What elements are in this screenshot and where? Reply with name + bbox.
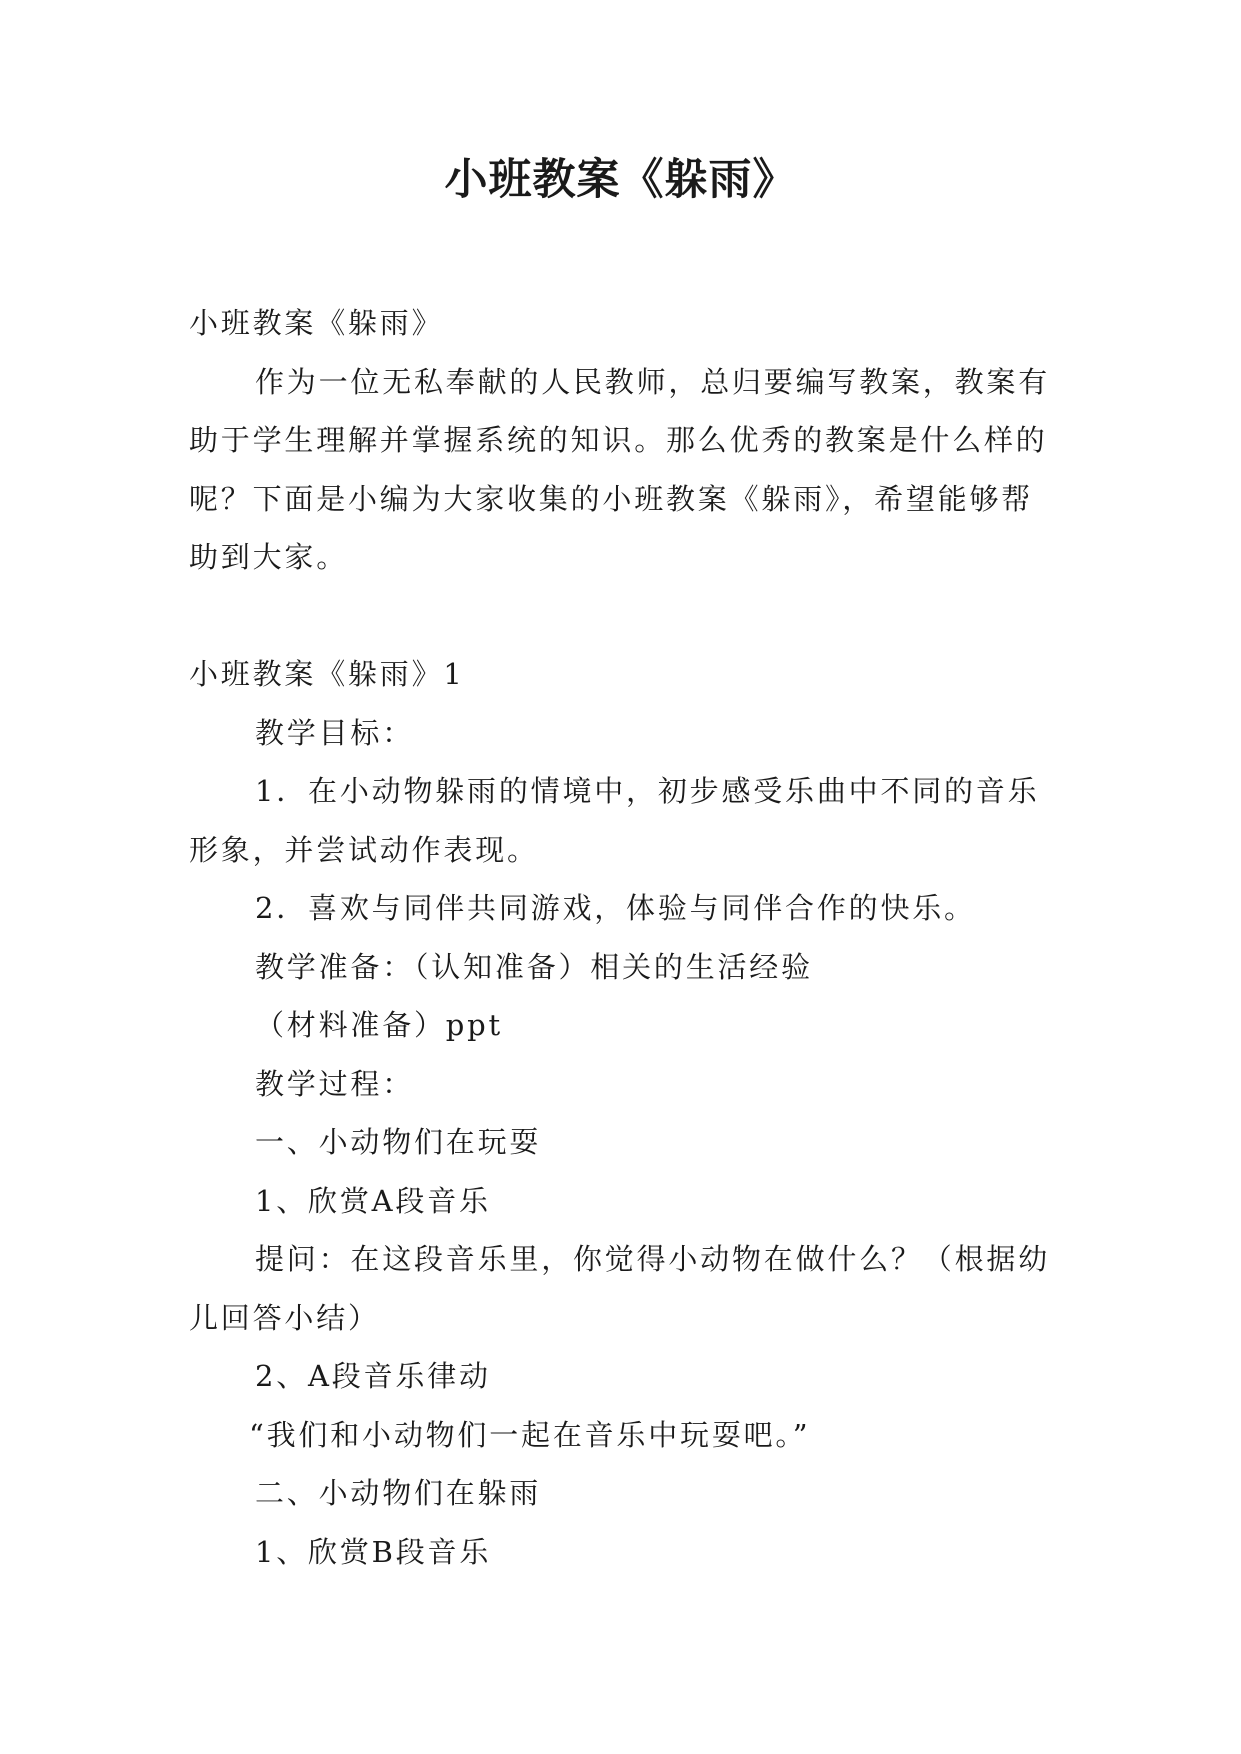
process-step: 1、欣赏A段音乐 (255, 1183, 491, 1218)
section-heading: 小班教案《躲雨》1 (189, 657, 465, 691)
subheading-teaching-process: 教学过程： (255, 1066, 415, 1101)
process-step: 2、A段音乐律动 (255, 1359, 491, 1393)
document-body (189, 294, 1053, 1581)
goal-item: 1．在小动物躲雨的情境中，初步感受乐曲中不同的音乐形象，并尝试动作表现。 (189, 774, 1040, 867)
goal-item: 2．喜欢与同伴共同游戏，体验与同伴合作的快乐。 (255, 891, 976, 925)
process-step-heading: 一、小动物们在玩耍 (255, 1125, 542, 1159)
document-title: 小班教案《躲雨》 (444, 155, 797, 205)
paragraph-spacer (189, 587, 1053, 646)
intro-paragraph: 作为一位无私奉献的人民教师，总归要编写教案，教案有助于学生理解并掌握系统的知识。那么优秀的教案是什么样的呢？下面是小编为大家收集的小班教案《躲雨》，希望能够帮助到大家。 (189, 364, 1051, 574)
preparation-text: （材料准备）ppt (255, 1008, 503, 1042)
process-step: 提问：在这段音乐里，你觉得小动物在做什么？（根据幼儿回答小结） (189, 1242, 1051, 1335)
section-heading: 小班教案《躲雨》 (189, 306, 444, 340)
preparation-text: 教学准备：（认知准备）相关的生活经验 (255, 949, 813, 984)
quote-text: “我们和小动物们一起在音乐中玩耍吧。” (249, 1417, 811, 1452)
process-step: 1、欣赏B段音乐 (255, 1534, 492, 1569)
process-step-heading: 二、小动物们在躲雨 (255, 1476, 542, 1510)
subheading-teaching-goals: 教学目标： (255, 715, 415, 750)
